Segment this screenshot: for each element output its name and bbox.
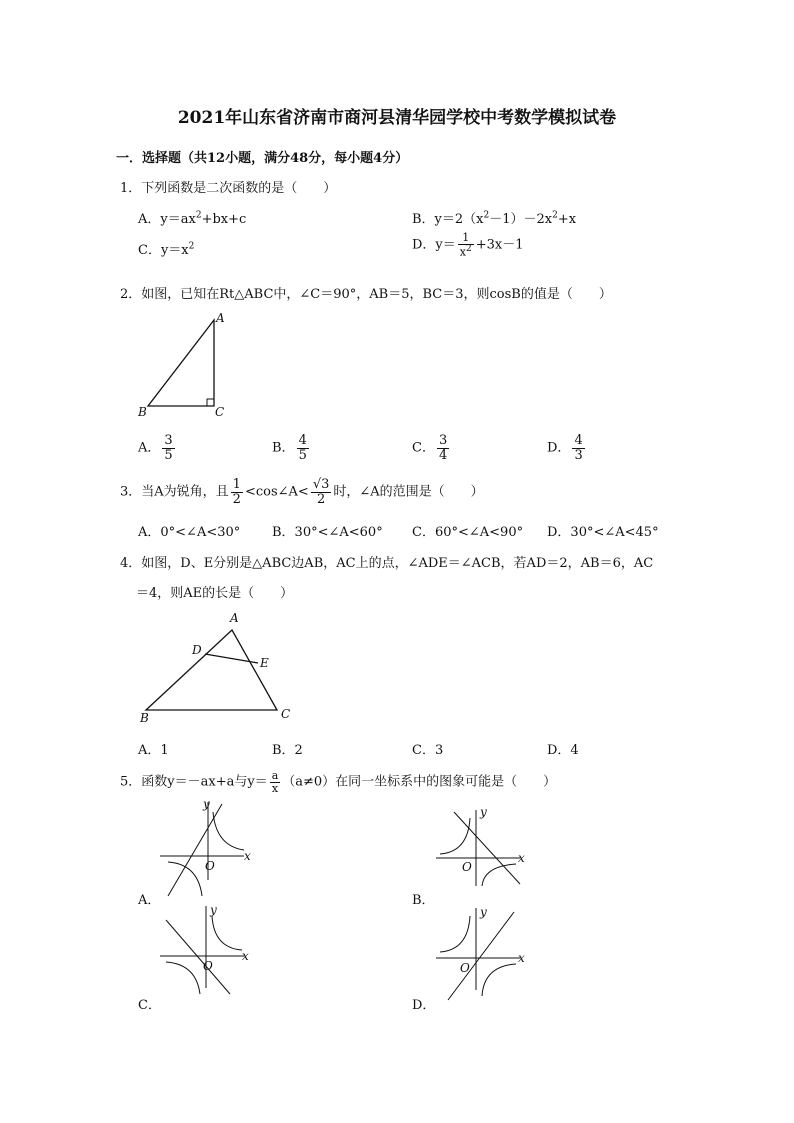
q1-d-den-x: x [459, 245, 466, 259]
q3-f1-num: 1 [232, 477, 241, 492]
q3-option-b: B．30°<∠A<60° [272, 525, 383, 540]
q4-stem-line2: ＝4，则AE的长是（ ） [136, 586, 294, 601]
q2-option-a [138, 434, 177, 462]
q5-text2: （a≠0）在同一坐标系中的图象可能是（ ） [282, 774, 557, 790]
q5c-hyperbola-upper [212, 916, 242, 950]
q4-label-c: C [281, 707, 291, 721]
q5a-hyperbola-lower [168, 862, 202, 896]
q5c-x-label: x [242, 949, 249, 963]
q5c-origin: O [203, 959, 213, 973]
q3-option-c: C．60°<∠A<90° [412, 525, 524, 540]
q2-label-a: A [216, 311, 225, 325]
q1-option-c [138, 239, 194, 258]
q2-option-c [412, 434, 451, 462]
q5-graph-a [158, 797, 258, 880]
q4-label-a: A [230, 611, 239, 625]
q2-d-den: 3 [574, 447, 583, 463]
q4-label-d: D [192, 643, 202, 657]
q1-a-text1: A．y＝ax [138, 212, 196, 227]
q4-label-b: B [140, 711, 149, 725]
q3-text1: 3．当A为锐角，且 [120, 484, 229, 500]
q4-option-a: A．1 [138, 743, 169, 758]
q1-option-b [412, 208, 576, 227]
q5b-origin: O [462, 860, 472, 874]
q4-option-d: D．4 [547, 743, 579, 758]
q5-graph-c [158, 904, 258, 989]
q5a-x-label: x [244, 849, 251, 863]
q4-option-c: C．3 [412, 743, 444, 758]
q1-d-text2: +3x－1 [475, 237, 524, 253]
q1-stem: 1．下列函数是二次函数的是（ ） [120, 181, 337, 196]
q5-option-b: B． [412, 893, 435, 908]
q2-a-num: 3 [164, 433, 173, 448]
q2-triangle [148, 320, 214, 406]
q2-d-frac [572, 434, 584, 462]
q5d-y-label: y [480, 905, 487, 919]
q1-d-den [458, 245, 474, 258]
q4-stem-line1: 4．如图，D、E分别是△ABC边AB，AC上的点，∠ADE＝∠ACB，若AD＝2，AB＝6，AC [120, 556, 654, 571]
q5a-y-label: y [203, 797, 210, 811]
q5-graph-b [434, 805, 534, 888]
q2-b-den: 5 [298, 447, 307, 463]
q2-b-num: 4 [298, 433, 307, 448]
q1-b-sup1: 2 [483, 210, 490, 221]
q2-stem: 2．如图，已知在Rt△ABC中，∠C＝90°，AB＝5，BC＝3，则cosB的值是（ ） [120, 287, 612, 302]
q3-f2-den: 2 [316, 491, 326, 507]
q1-d-fraction [458, 232, 474, 258]
q2-a-den: 5 [164, 447, 173, 463]
q2-a-letter: A． [138, 440, 161, 456]
q4-label-e: E [260, 656, 269, 670]
q4-option-b: B．2 [272, 743, 303, 758]
q2-option-d [547, 434, 587, 462]
q2-label-b: B [138, 405, 147, 419]
q5-frac [270, 770, 281, 794]
q2-option-b [272, 434, 311, 462]
q5b-x-label: x [518, 851, 525, 865]
q5b-hyperbola-upper [440, 818, 470, 854]
q5d-hyperbola-lower [482, 964, 516, 996]
q2-b-letter: B． [272, 440, 295, 456]
q4-triangle [146, 630, 277, 710]
q4-segment-de [205, 654, 258, 663]
q3-option-a: A．0°<∠A<30° [138, 525, 241, 540]
q1-c-sup: 2 [188, 241, 195, 252]
q2-label-c: C [215, 405, 225, 419]
q5-f-den: x [271, 781, 279, 795]
q1-option-a [138, 208, 246, 227]
q2-c-frac [437, 434, 449, 462]
q1-b-text2: －1）－2x [489, 212, 553, 227]
q5b-hyperbola-lower [482, 864, 516, 886]
q5c-hyperbola-lower [166, 962, 200, 994]
q1-b-text3: +x [557, 212, 577, 227]
q2-right-angle-mark [207, 399, 214, 406]
q5d-origin: O [460, 961, 470, 975]
q1-b-text1: B．y＝2（x [412, 212, 484, 227]
q1-a-sup: 2 [195, 210, 202, 221]
q1-d-den-sup: 2 [466, 243, 472, 254]
q2-d-letter: D． [547, 440, 571, 456]
q2-a-frac [162, 434, 174, 462]
q1-a-text2: +bx+c [201, 212, 247, 227]
q4-triangle-figure [130, 608, 310, 726]
q2-d-num: 4 [574, 433, 583, 448]
q5b-y-label: y [480, 805, 487, 819]
q2-c-num: 3 [438, 433, 448, 448]
q3-option-d: D．30°<∠A<45° [547, 525, 659, 540]
q5-text1: 5．函数y＝－ax+a与y＝ [120, 774, 268, 790]
q5d-line [448, 912, 514, 1000]
q3-stem [120, 478, 484, 506]
q1-b-sup2: 2 [552, 210, 558, 221]
q2-triangle-figure [130, 308, 240, 423]
q5c-line [166, 920, 230, 994]
q3-frac1 [231, 478, 243, 506]
q2-c-letter: C． [412, 440, 435, 456]
q5a-hyperbola-upper [213, 812, 244, 850]
q3-frac2 [311, 478, 332, 506]
q1-d-text1: D．y＝ [412, 237, 456, 253]
page-title: 2021年山东省济南市商河县清华园学校中考数学模拟试卷 [177, 108, 617, 128]
q1-c-text: C．y＝x [138, 243, 189, 258]
q2-c-den: 4 [438, 447, 448, 463]
q5-option-c: C． [138, 998, 161, 1013]
q5-option-d: D． [412, 998, 436, 1013]
q5d-hyperbola-upper [440, 916, 470, 952]
section-heading: 一．选择题（共12小题，满分48分，每小题4分） [116, 151, 409, 166]
q5c-y-label: y [210, 903, 217, 917]
q1-d-num: 1 [458, 232, 474, 245]
q3-f1-den: 2 [232, 491, 241, 507]
q3-text2: <cos∠A< [244, 484, 309, 500]
q5-stem [120, 770, 556, 794]
q5-graph-d [434, 906, 534, 991]
q5-f-num: a [271, 769, 279, 782]
q1-option-d [412, 232, 524, 258]
q2-b-frac [297, 434, 309, 462]
q5d-x-label: x [518, 951, 525, 965]
q5-option-a: A． [138, 893, 161, 908]
q5a-origin: O [205, 859, 215, 873]
q3-f2-num: √3 [312, 477, 330, 492]
q3-text3: 时，∠A的范围是（ ） [333, 484, 484, 500]
